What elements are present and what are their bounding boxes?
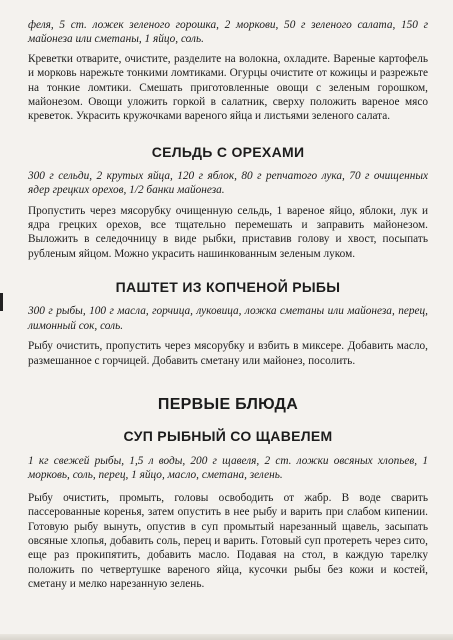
shrimp-instructions: Креветки отварите, очистите, разделите на волокна, охладите. Вареные картофель и морковь нарежьте тонкими ломтиками. Огурцы очистите от кожицы и разрежьте на тонкие ломтики. Смешать приготовленные овощи с зеленым горошком, майонезом. Овощи уложить горкой в салатник, сверху положить вареное мясо креветок. Украсить кружочками вареного яйца и листьями зеленого салата. bbox=[28, 52, 428, 123]
soup-instructions: Рыбу очистить, промыть, головы освободить от жабр. В воде сварить пассерованные коренья, затем опустить в нее рыбу и варить при слабом кипении. Готовую рыбу вынуть, опустив в суп промытый нарезанный щавель, засыпать овсяные хлопья, добавить соль, перец и варить. Готовый суп протереть через сито, еще раз прокипятить, добавить масло. Подавая на стол, в каждую тарелку положить по четвертушке вареного яйца, кусочки рыбы без кожи и костей, сметану и мелко нарезанную зелень. bbox=[28, 491, 428, 591]
pate-ingredients: 300 г рыбы, 100 г масла, горчица, луковица, ложка сметаны или майонеза, перец, лимонный сок, соль. bbox=[28, 305, 428, 332]
herring-instructions: Пропустить через мясорубку очищенную сельдь, 1 вареное яйцо, яблоки, лук и ядра грецких орехов, все тщательно перемешать и заправить майонезом. Выложить в селедочницу в виде рыбки, приставив голову и хвост, посыпать рубленым яйцом. Можно украсить нашинкованным зеленым луком. bbox=[28, 204, 428, 260]
pate-title: ПАШТЕТ ИЗ КОПЧЕНОЙ РЫБЫ bbox=[115, 279, 341, 296]
pate-instructions: Рыбу очистить, пропустить через мясорубку и взбить в миксере. Добавить масло, размешанное с горчицей. Добавить сметану или майонез, посолить. bbox=[28, 340, 428, 367]
herring-ingredients: 300 г сельди, 2 крутых яйца, 120 г яблок, 80 г репчатого лука, 70 г очищенных ядер грецких орехов, 1/2 банки майонеза. bbox=[28, 169, 428, 197]
soup-title: СУП РЫБНЫЙ СО ЩАВЕЛЕМ bbox=[123, 427, 333, 444]
soup-ingredients: 1 кг свежей рыбы, 1,5 л воды, 200 г щавеля, 2 ст. ложки овсяных хлопьев, 1 морковь, соль, перец, 1 яйцо, масло, сметана, зелень. bbox=[28, 454, 428, 482]
shrimp-ingredients: феля, 5 ст. ложек зеленого горошка, 2 моркови, 50 г зеленого салата, 150 г майонеза или сметаны, 1 яйцо, соль. bbox=[28, 19, 428, 46]
page-bottom-edge bbox=[0, 634, 453, 640]
book-page bbox=[28, 18, 428, 592]
herring-title: СЕЛЬДЬ С ОРЕХАМИ bbox=[151, 143, 305, 160]
first-courses-heading: ПЕРВЫЕ БЛЮДА bbox=[157, 395, 299, 413]
binding-mark bbox=[0, 293, 3, 311]
